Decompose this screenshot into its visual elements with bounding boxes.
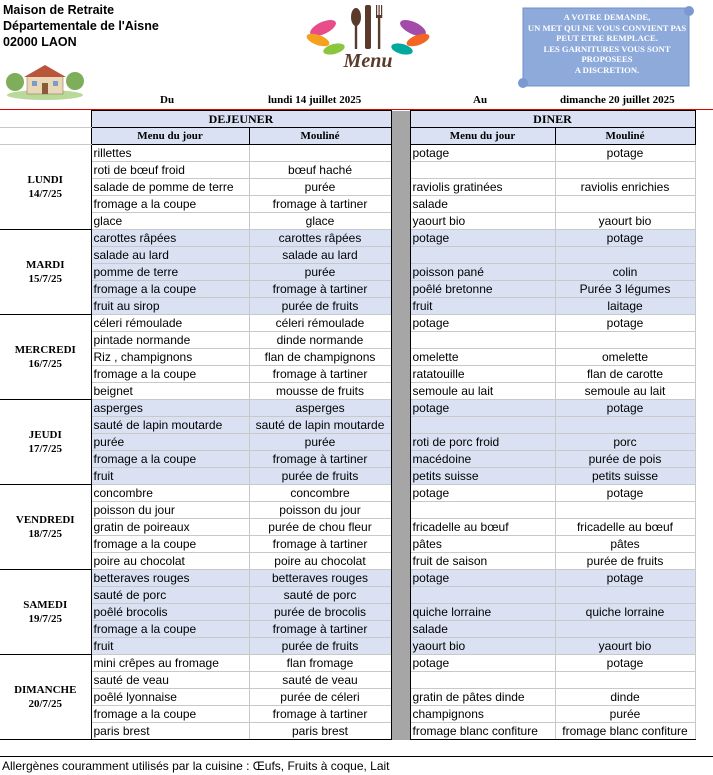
lunch-menu-cell: fromage a la coupe [91, 281, 249, 298]
lunch-mouline-cell: purée [249, 179, 391, 196]
dinner-mouline-cell: Purée 3 légumes [555, 281, 695, 298]
lunch-menu-cell: gratin de poireaux [91, 519, 249, 536]
lunch-menu-cell: poire au chocolat [91, 553, 249, 570]
institution-city: 02000 LAON [3, 35, 77, 49]
lunch-mouline-cell: purée de brocolis [249, 604, 391, 621]
dinner-menu-cell: fromage blanc confiture [410, 723, 555, 740]
lunch-menu-cell: sauté de porc [91, 587, 249, 604]
lunch-menu-cell: poisson du jour [91, 502, 249, 519]
menu-row [0, 689, 695, 706]
lunch-menu-cell: betteraves rouges [91, 570, 249, 587]
leaf-ornament-left [305, 17, 346, 57]
lunch-menu-cell: Riz , champignons [91, 349, 249, 366]
lunch-menu-cell: fruit au sirop [91, 298, 249, 315]
period-from-label: Du [160, 94, 175, 106]
dinner-menu-cell: gratin de pâtes dinde [410, 689, 555, 706]
lunch-mouline-cell: fromage à tartiner [249, 366, 391, 383]
lunch-menu-cell: paris brest [91, 723, 249, 740]
lunch-mouline-cell: glace [249, 213, 391, 230]
lunch-mouline-cell: carottes râpées [249, 230, 391, 247]
dinner-mouline-cell: semoule au lait [555, 383, 695, 400]
lunch-mouline-cell: purée de fruits [249, 468, 391, 485]
day-label-cell [0, 145, 91, 230]
menu-row [0, 570, 695, 587]
day-name: LUNDI [27, 174, 63, 186]
lunch-menu-cell: mini crêpes au fromage [91, 655, 249, 672]
menu-row [0, 315, 695, 332]
leaf-ornament-right [390, 17, 431, 57]
lunch-menu-cell: roti de bœuf froid [91, 162, 249, 179]
dinner-menu-cell: potage [410, 400, 555, 417]
lunch-menu-cell: glace [91, 213, 249, 230]
day-date: 15/7/25 [28, 273, 63, 285]
corner-cell [0, 128, 91, 145]
menu-row [0, 553, 695, 570]
menu-logo [298, 3, 438, 71]
lunch-menu-cell: salade de pomme de terre [91, 179, 249, 196]
menu-row [0, 655, 695, 672]
lunch-mouline-cell: concombre [249, 485, 391, 502]
dinner-menu-cell [410, 162, 555, 179]
day-date: 20/7/25 [28, 698, 63, 710]
day-name: SAMEDI [23, 599, 68, 611]
day-label-cell [0, 570, 91, 655]
lunch-mouline-cell: céleri rémoulade [249, 315, 391, 332]
notice-line: LES GARNITURES VOUS SONT [543, 43, 671, 54]
notice-line: A VOTRE DEMANDE, [563, 12, 651, 22]
day-date: 19/7/25 [28, 613, 63, 625]
dinner-mouline-cell [555, 417, 695, 434]
dinner-mouline-cell: potage [555, 485, 695, 502]
column-separator [391, 111, 410, 740]
dinner-mouline-cell: omelette [555, 349, 695, 366]
dinner-header: DINER [410, 111, 695, 128]
dinner-mouline-cell [555, 332, 695, 349]
lunch-menu-cell: beignet [91, 383, 249, 400]
lunch-mouline-cell: paris brest [249, 723, 391, 740]
menu-row [0, 638, 695, 655]
dinner-menu-cell: pâtes [410, 536, 555, 553]
dinner-mouline-cell [555, 196, 695, 213]
lunch-menu-cell: fromage a la coupe [91, 366, 249, 383]
menu-row [0, 536, 695, 553]
dinner-menu-cell [410, 587, 555, 604]
lunch-mouline-cell: sauté de lapin moutarde [249, 417, 391, 434]
page-header [0, 0, 713, 110]
lunch-mouline-cell: flan fromage [249, 655, 391, 672]
dinner-mouline-cell [555, 502, 695, 519]
menu-row [0, 179, 695, 196]
dinner-menu-cell: potage [410, 230, 555, 247]
menu-row [0, 400, 695, 417]
lunch-mouline-cell: mousse de fruits [249, 383, 391, 400]
allergens-footer: Allergènes couramment utilisés par la cuisine : Œufs, Fruits à coque, Lait [0, 756, 713, 775]
dinner-menu-cell: poêlé bretonne [410, 281, 555, 298]
dinner-menu-cell: poisson pané [410, 264, 555, 281]
menu-row [0, 366, 695, 383]
dinner-mouline-cell: pâtes [555, 536, 695, 553]
day-label-cell [0, 655, 91, 740]
dinner-mouline-cell [555, 162, 695, 179]
lunch-mouline-cell: fromage à tartiner [249, 536, 391, 553]
day-label-cell [0, 230, 91, 315]
lunch-mouline-cell: fromage à tartiner [249, 451, 391, 468]
notice-line: A DISCRETION. [574, 64, 640, 75]
weekly-menu-table [0, 110, 696, 740]
day-name: MERCREDI [14, 344, 76, 356]
dinner-menu-cell [410, 332, 555, 349]
dinner-mouline-cell: porc [555, 434, 695, 451]
dinner-menu-cell [410, 502, 555, 519]
dinner-menu-cell: fricadelle au bœuf [410, 519, 555, 536]
dinner-mouline-cell: potage [555, 570, 695, 587]
day-label-cell [0, 400, 91, 485]
lunch-mouline-col-header: Mouliné [249, 128, 391, 145]
day-name: JEUDI [28, 429, 62, 441]
dinner-mouline-cell: potage [555, 655, 695, 672]
dinner-mouline-cell [555, 247, 695, 264]
menu-row [0, 502, 695, 519]
dinner-menu-cell: macédoine [410, 451, 555, 468]
day-date: 18/7/25 [28, 528, 63, 540]
day-name: DIMANCHE [14, 684, 77, 696]
menu-row [0, 434, 695, 451]
notice-line: UN MET QUI NE VOUS CONVIENT PAS [527, 22, 687, 33]
notice-text [522, 12, 692, 75]
lunch-menu-col-header: Menu du jour [91, 128, 249, 145]
lunch-mouline-cell: sauté de porc [249, 587, 391, 604]
dinner-mouline-cell: dinde [555, 689, 695, 706]
dinner-mouline-cell: potage [555, 145, 695, 162]
lunch-mouline-cell: fromage à tartiner [249, 281, 391, 298]
dinner-mouline-cell: fromage blanc confiture [555, 723, 695, 740]
lunch-mouline-cell: sauté de veau [249, 672, 391, 689]
lunch-header: DEJEUNER [91, 111, 391, 128]
lunch-menu-cell: poêlé brocolis [91, 604, 249, 621]
menu-row [0, 281, 695, 298]
dinner-mouline-cell: laitage [555, 298, 695, 315]
dinner-menu-cell: yaourt bio [410, 638, 555, 655]
cutlery-icon [351, 5, 382, 49]
dinner-mouline-cell: colin [555, 264, 695, 281]
dinner-mouline-cell: purée de fruits [555, 553, 695, 570]
dinner-mouline-cell: purée [555, 706, 695, 723]
lunch-menu-cell: carottes râpées [91, 230, 249, 247]
lunch-menu-cell: salade au lard [91, 247, 249, 264]
notice-line: PEUT ETRE REMPLACE. [556, 33, 658, 43]
menu-row [0, 162, 695, 179]
dinner-menu-cell: potage [410, 145, 555, 162]
dinner-menu-cell: potage [410, 315, 555, 332]
dinner-menu-cell: potage [410, 655, 555, 672]
dinner-mouline-cell: flan de carotte [555, 366, 695, 383]
dinner-menu-cell: roti de porc froid [410, 434, 555, 451]
day-label-cell [0, 485, 91, 570]
lunch-mouline-cell: purée [249, 434, 391, 451]
day-date: 16/7/25 [28, 358, 63, 370]
lunch-menu-cell: sauté de lapin moutarde [91, 417, 249, 434]
lunch-menu-cell: asperges [91, 400, 249, 417]
lunch-menu-cell: fromage a la coupe [91, 196, 249, 213]
dinner-mouline-cell: petits suisse [555, 468, 695, 485]
menu-row [0, 196, 695, 213]
menu-row [0, 417, 695, 434]
dinner-menu-cell: semoule au lait [410, 383, 555, 400]
dinner-menu-cell [410, 247, 555, 264]
menu-row [0, 230, 695, 247]
menu-row [0, 451, 695, 468]
dinner-mouline-cell: raviolis enrichies [555, 179, 695, 196]
institution-name: Maison de Retraite [3, 3, 115, 17]
dinner-menu-cell: salade [410, 621, 555, 638]
lunch-menu-cell: rillettes [91, 145, 249, 162]
lunch-menu-cell: fromage a la coupe [91, 706, 249, 723]
lunch-mouline-cell: asperges [249, 400, 391, 417]
menu-row [0, 332, 695, 349]
menu-row [0, 298, 695, 315]
menu-row [0, 468, 695, 485]
menu-row [0, 604, 695, 621]
dinner-menu-cell: champignons [410, 706, 555, 723]
menu-row [0, 723, 695, 740]
lunch-mouline-cell: bœuf haché [249, 162, 391, 179]
lunch-menu-cell: fruit [91, 638, 249, 655]
dinner-mouline-cell: quiche lorraine [555, 604, 695, 621]
lunch-mouline-cell: purée [249, 264, 391, 281]
lunch-menu-cell: pintade normande [91, 332, 249, 349]
dinner-menu-cell: potage [410, 485, 555, 502]
lunch-menu-cell: fromage a la coupe [91, 621, 249, 638]
lunch-mouline-cell: betteraves rouges [249, 570, 391, 587]
period-to-label: Au [473, 94, 488, 106]
menu-row [0, 247, 695, 264]
menu-row [0, 706, 695, 723]
dinner-menu-cell: yaourt bio [410, 213, 555, 230]
lunch-menu-cell: fruit [91, 468, 249, 485]
lunch-mouline-cell: dinde normande [249, 332, 391, 349]
lunch-menu-cell: purée [91, 434, 249, 451]
lunch-mouline-cell: fromage à tartiner [249, 621, 391, 638]
lunch-mouline-cell: fromage à tartiner [249, 196, 391, 213]
corner-cell [0, 111, 91, 128]
lunch-mouline-cell: poire au chocolat [249, 553, 391, 570]
menu-row [0, 519, 695, 536]
dinner-mouline-cell [555, 672, 695, 689]
menu-row [0, 621, 695, 638]
lunch-menu-cell: poêlé lyonnaise [91, 689, 249, 706]
lunch-menu-cell: céleri rémoulade [91, 315, 249, 332]
day-date: 17/7/25 [28, 443, 63, 455]
lunch-menu-cell: pomme de terre [91, 264, 249, 281]
dinner-mouline-col-header: Mouliné [555, 128, 695, 145]
dinner-menu-cell: fruit [410, 298, 555, 315]
lunch-menu-cell: fromage a la coupe [91, 536, 249, 553]
dinner-menu-cell: ratatouille [410, 366, 555, 383]
period-to-date: dimanche 20 juillet 2025 [560, 94, 675, 106]
day-date: 14/7/25 [28, 188, 63, 200]
dinner-menu-cell: quiche lorraine [410, 604, 555, 621]
lunch-mouline-cell: purée de fruits [249, 298, 391, 315]
lunch-mouline-cell: poisson du jour [249, 502, 391, 519]
day-name: VENDREDI [15, 514, 75, 526]
lunch-mouline-cell: purée de chou fleur [249, 519, 391, 536]
dinner-mouline-cell: potage [555, 400, 695, 417]
lunch-mouline-cell: purée de fruits [249, 638, 391, 655]
menu-logo-word: Menu [343, 50, 393, 71]
day-label-cell [0, 315, 91, 400]
lunch-mouline-cell: salade au lard [249, 247, 391, 264]
lunch-menu-cell: sauté de veau [91, 672, 249, 689]
dinner-mouline-cell: yaourt bio [555, 638, 695, 655]
dinner-menu-cell: omelette [410, 349, 555, 366]
dinner-menu-cell: raviolis gratinées [410, 179, 555, 196]
lunch-mouline-cell: flan de champignons [249, 349, 391, 366]
dinner-menu-cell: potage [410, 570, 555, 587]
dinner-mouline-cell: purée de pois [555, 451, 695, 468]
dinner-menu-col-header: Menu du jour [410, 128, 555, 145]
lunch-menu-cell: concombre [91, 485, 249, 502]
menu-row [0, 485, 695, 502]
lunch-mouline-cell [249, 145, 391, 162]
menu-row [0, 349, 695, 366]
menu-row [0, 145, 695, 162]
menu-row [0, 587, 695, 604]
dinner-mouline-cell [555, 587, 695, 604]
dinner-mouline-cell: fricadelle au bœuf [555, 519, 695, 536]
lunch-menu-cell: fromage a la coupe [91, 451, 249, 468]
dinner-mouline-cell: yaourt bio [555, 213, 695, 230]
lunch-mouline-cell: purée de céleri [249, 689, 391, 706]
notice-line: PROPOSEES [581, 54, 633, 64]
dinner-mouline-cell: potage [555, 315, 695, 332]
dinner-menu-cell: fruit de saison [410, 553, 555, 570]
day-name: MARDI [26, 259, 65, 271]
dinner-mouline-cell [555, 621, 695, 638]
retirement-home-illustration [5, 60, 85, 100]
menu-row [0, 213, 695, 230]
menu-row [0, 264, 695, 281]
menu-row [0, 672, 695, 689]
dinner-menu-cell [410, 417, 555, 434]
lunch-mouline-cell: fromage à tartiner [249, 706, 391, 723]
institution-department: Départementale de l'Aisne [3, 19, 159, 33]
period-from-date: lundi 14 juillet 2025 [268, 94, 362, 106]
dinner-mouline-cell: potage [555, 230, 695, 247]
menu-row [0, 383, 695, 400]
dinner-menu-cell: salade [410, 196, 555, 213]
dinner-menu-cell: petits suisse [410, 468, 555, 485]
dinner-menu-cell [410, 672, 555, 689]
